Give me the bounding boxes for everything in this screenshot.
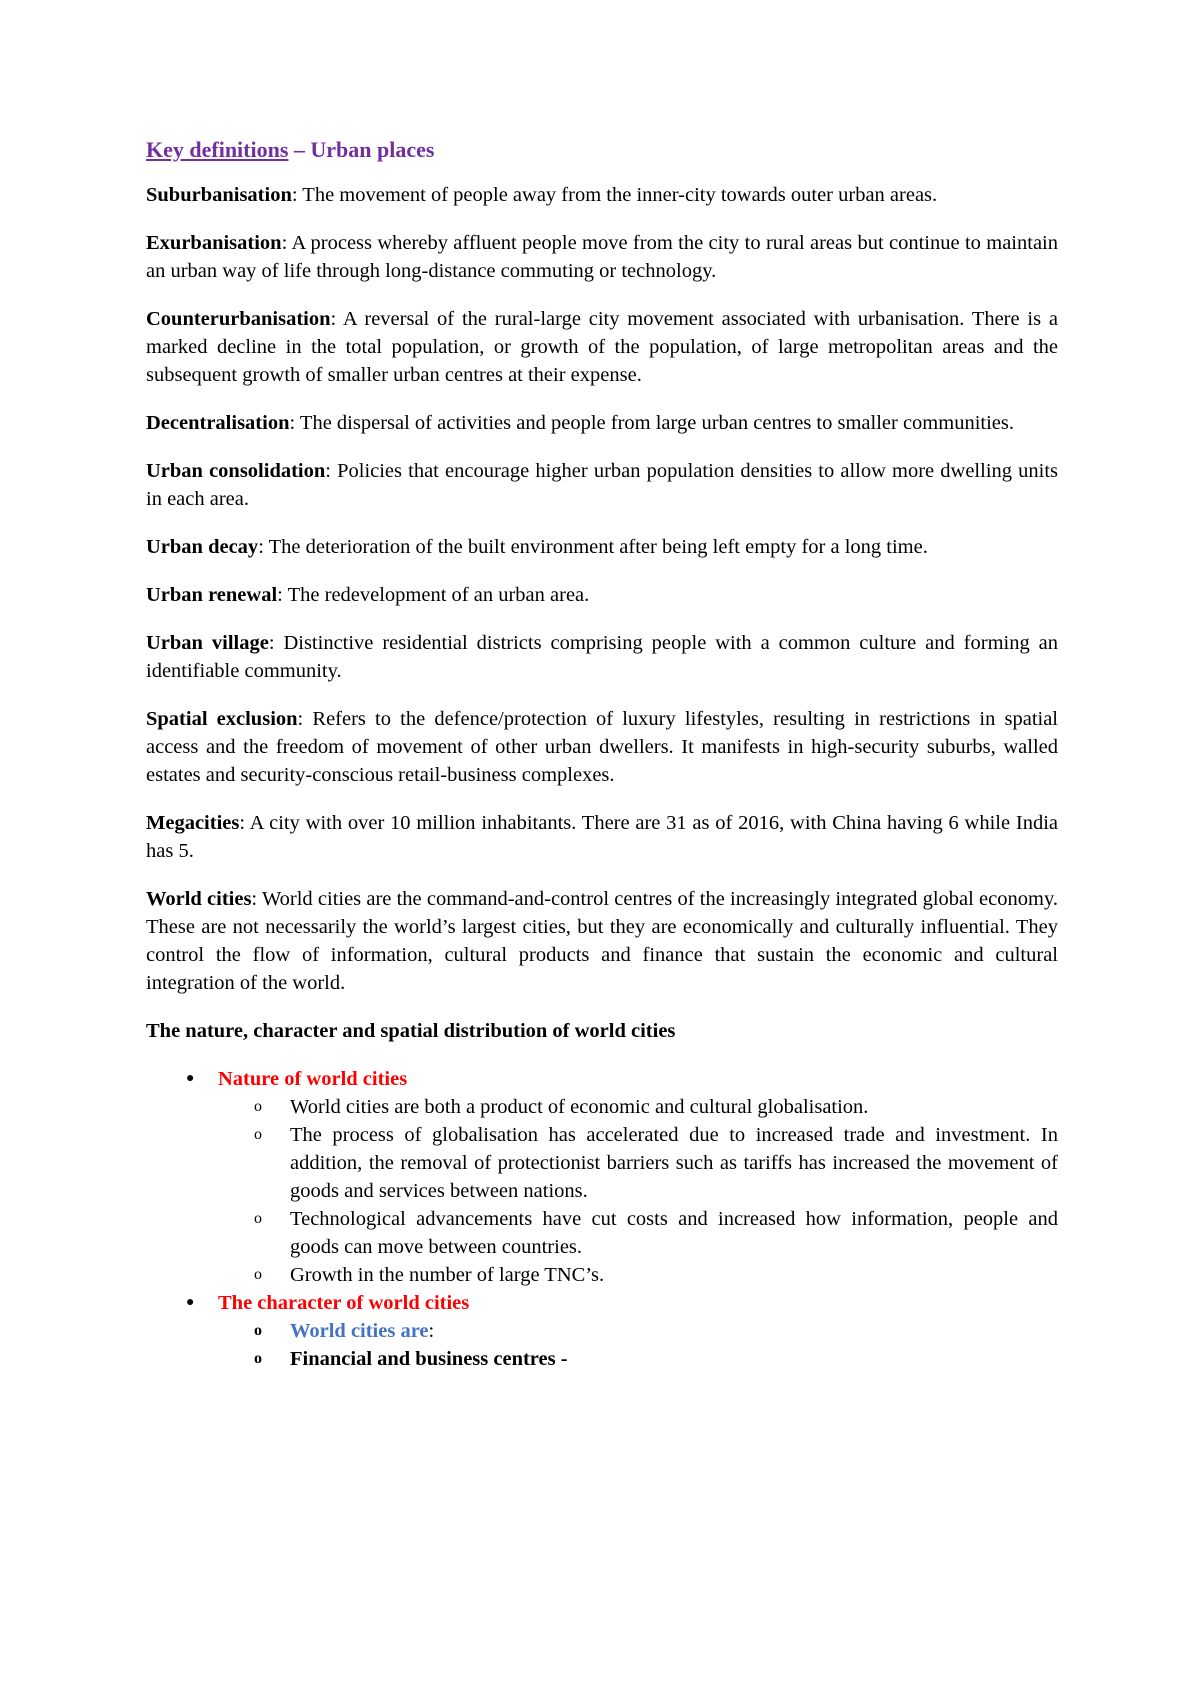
definition-term: Suburbanisation [146,184,292,206]
definition-term: Urban renewal [146,584,278,606]
sub-item-text: Growth in the number of large TNC’s. [290,1264,605,1286]
definition-decentralisation [146,409,1058,437]
definition-term: Urban village [146,632,269,654]
document-page [146,135,1058,1373]
bullet-dot-icon: ● [186,1071,195,1086]
sub-list-item [218,1121,1058,1205]
sub-list-item [218,1345,1058,1373]
definition-text: : Policies that encourage higher urban population densities to allow more dwelling units in each area. [146,460,1059,510]
definition-counterurbanisation [146,305,1058,389]
definition-urban-decay [146,533,1058,561]
definition-text: : The movement of people away from the inner-city towards outer urban areas. [291,184,938,206]
section-heading: The nature, character and spatial distribution of world cities [146,1020,676,1042]
circle-bullet-icon: o [254,1126,262,1143]
sub-item-text: Financial and business centres - [290,1348,568,1370]
definition-urban-village [146,629,1058,685]
bullet-item-nature [146,1065,1058,1289]
bullet-item-character [146,1289,1058,1373]
sub-list-item [218,1261,1058,1289]
definition-world-cities [146,885,1058,997]
definition-term: Megacities [146,812,240,834]
definition-megacities [146,809,1058,865]
definition-urban-consolidation [146,457,1058,513]
sub-list-item [218,1205,1058,1261]
bullet-dot-icon: ● [186,1295,195,1310]
definition-term: Urban decay [146,536,259,558]
definition-text: : A city with over 10 million inhabitants. There are 31 as of 2016, with China having 6 while India has 5. [146,812,1058,862]
definition-exurbanisation [146,229,1058,285]
definition-text: : A process whereby affluent people move from the city to rural areas but continue to maintain an urban way of life through long-distance commuting or technology. [146,232,1058,282]
definition-term: Counterurbanisation [146,308,331,330]
page-title [146,135,1058,165]
sub-item-suffix: : [428,1320,435,1342]
sub-item-text: The process of globalisation has accelerated due to increased trade and investment. In addition, the removal of protectionist barriers such as tariffs has increased the movement of goods and services between nations. [290,1124,1058,1202]
definition-text: : World cities are the command-and-control centres of the increasingly integrated global economy. These are not necessarily the world’s largest cities, but they are economically and culturally influential. They control the flow of information, cultural products and finance that sustain the economic and cultural integration of the world. [146,888,1058,994]
definition-term: World cities [146,888,252,910]
title-rest: – Urban places [288,137,435,162]
bullet-label: Nature of world cities [218,1068,408,1090]
definition-text: : The deterioration of the built environment after being left empty for a long time. [258,536,928,558]
definition-term: Spatial exclusion [146,708,298,730]
definition-text: : The redevelopment of an urban area. [277,584,590,606]
sub-list [218,1317,1058,1373]
circle-bullet-icon: o [254,1350,262,1367]
circle-bullet-icon: o [254,1322,262,1339]
sub-list [218,1093,1058,1289]
sub-item-text: World cities are [290,1320,429,1342]
definition-urban-renewal [146,581,1058,609]
title-link[interactable]: Key definitions [146,137,289,162]
sub-item-text: World cities are both a product of economic and cultural globalisation. [290,1096,869,1118]
circle-bullet-icon: o [254,1098,262,1115]
sub-list-item [218,1093,1058,1121]
definition-term: Decentralisation [146,412,290,434]
circle-bullet-icon: o [254,1210,262,1227]
sub-item-text: Technological advancements have cut costs and increased how information, people and goods can move between countries. [290,1208,1058,1258]
bullet-label: The character of world cities [218,1292,470,1314]
definition-text: : Refers to the defence/protection of luxury lifestyles, resulting in restrictions in spatial access and the freedom of movement of other urban dwellers. It manifests in high-security suburbs, walled estates and security-conscious retail-business complexes. [146,708,1059,786]
definition-text: : Distinctive residential districts comprising people with a common culture and forming an identifiable community. [146,632,1058,682]
definition-text: : The dispersal of activities and people from large urban centres to smaller communities. [289,412,1014,434]
definition-suburbanisation [146,181,1058,209]
sub-list-item [218,1317,1058,1345]
definition-term: Exurbanisation [146,232,282,254]
definition-text: : A reversal of the rural-large city movement associated with urbanisation. There is a marked decline in the total population, or growth of the population, of large metropolitan areas and the subsequent growth of smaller urban centres at their expense. [146,308,1058,386]
definition-term: Urban consolidation [146,460,326,482]
bullet-list [146,1065,1058,1373]
definition-spatial-exclusion [146,705,1058,789]
circle-bullet-icon: o [254,1266,262,1283]
